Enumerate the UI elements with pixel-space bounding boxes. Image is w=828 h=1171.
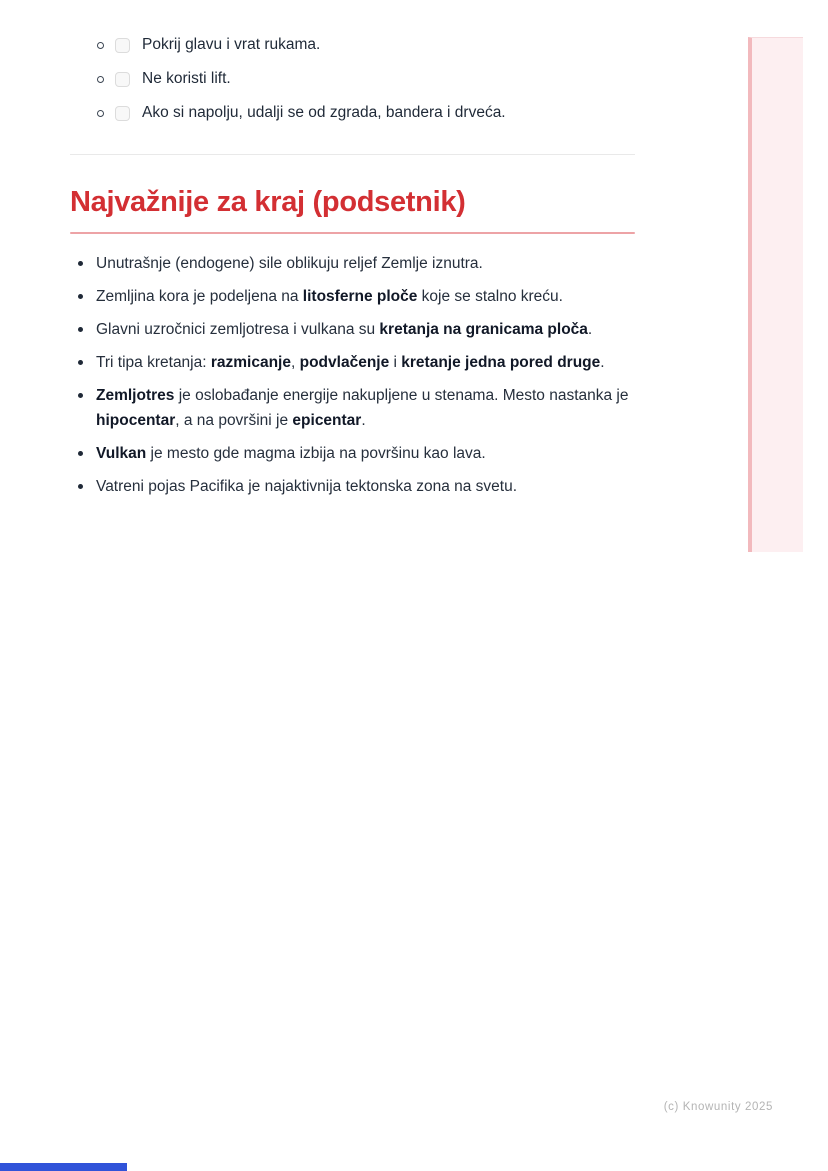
section-divider (70, 154, 635, 155)
bullet-dot-icon (78, 261, 83, 266)
checklist-item (70, 62, 635, 96)
bullet-dot-icon (78, 451, 83, 456)
checkbox[interactable] (115, 38, 130, 53)
list-item-text: Vulkan je mesto gde magma izbija na površinu kao lava. (96, 445, 486, 462)
bullet-dot-icon (78, 360, 83, 365)
circle-bullet-icon (97, 76, 104, 83)
bottom-page-edge-bar (0, 1163, 127, 1171)
list-item (70, 441, 635, 466)
list-item (70, 317, 635, 342)
section-heading: Najvažnije za kraj (podsetnik) (70, 186, 466, 218)
summary-bullet-list (70, 251, 635, 499)
checklist-item (70, 96, 635, 130)
safety-checklist (70, 28, 635, 130)
checklist-item-label: Ako si napolju, udalji se od zgrada, bandera i drveća. (142, 104, 506, 121)
list-item-text: Tri tipa kretanja: razmicanje, podvlačenje i kretanje jedna pored druge. (96, 354, 605, 371)
list-item-text: Zemljina kora je podeljena na litosferne ploče koje se stalno kreću. (96, 288, 563, 305)
list-item (70, 284, 635, 309)
list-item-text: Vatreni pojas Pacifika je najaktivnija tektonska zona na svetu. (96, 478, 518, 495)
list-item (70, 383, 635, 433)
bullet-dot-icon (78, 327, 83, 332)
list-item-text: Zemljotres je oslobađanje energije nakupljene u stenama. Mesto nastanka je hipocentar, a na površini je epicentar. (96, 387, 629, 429)
bullet-dot-icon (78, 484, 83, 489)
copyright-text: (c) Knowunity 2025 (663, 1101, 773, 1113)
checklist-item-label: Pokrij glavu i vrat rukama. (142, 36, 321, 53)
bullet-dot-icon (78, 393, 83, 398)
next-page-preview-strip[interactable] (748, 37, 803, 552)
checklist-item-label: Ne koristi lift. (142, 70, 231, 87)
circle-bullet-icon (97, 42, 104, 49)
checkbox[interactable] (115, 106, 130, 121)
checkbox[interactable] (115, 72, 130, 87)
list-item-text: Glavni uzročnici zemljotresa i vulkana su kretanja na granicama ploča. (96, 321, 593, 338)
document-content (70, 28, 635, 507)
list-item-text: Unutrašnje (endogene) sile oblikuju reljef Zemlje iznutra. (96, 255, 483, 272)
list-item (70, 350, 635, 375)
bullet-dot-icon (78, 294, 83, 299)
list-item (70, 474, 635, 499)
heading-underline (70, 232, 635, 234)
list-item (70, 251, 635, 276)
checklist-item (70, 28, 635, 62)
circle-bullet-icon (97, 110, 104, 117)
